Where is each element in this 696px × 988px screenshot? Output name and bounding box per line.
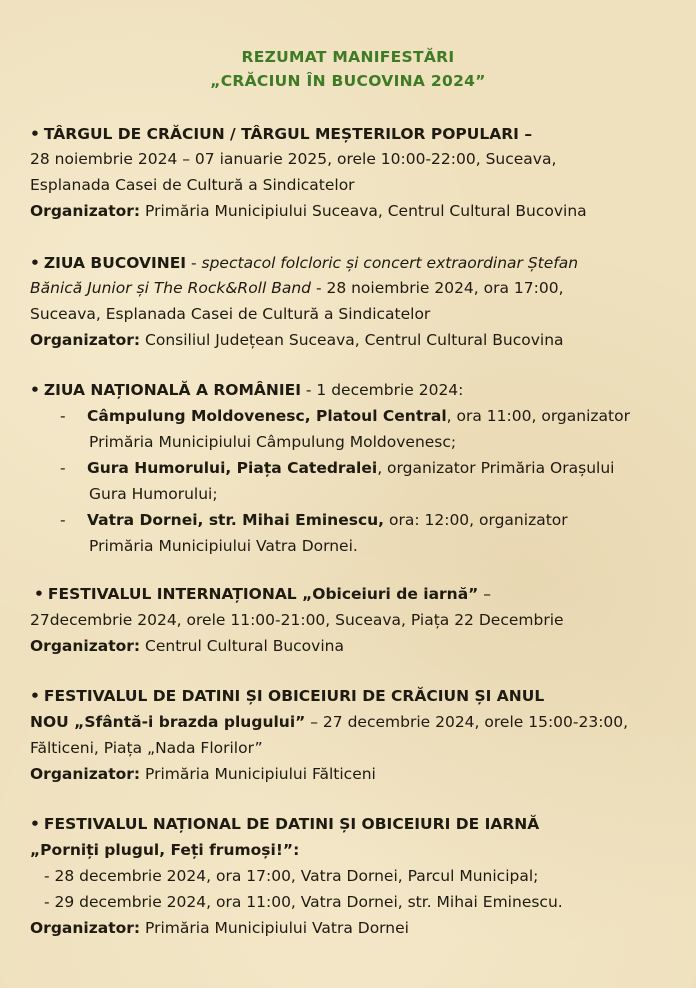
event-title-festival-craciun: • FESTIVALUL DE DATINI ȘI OBICEIURI DE CRĂCIUN ȘI ANUL bbox=[30, 687, 545, 705]
list-item: - 29 decembrie 2024, ora 11:00, Vatra Dornei, str. Mihai Eminescu. bbox=[44, 893, 563, 911]
list-item: - Gura Humorului, Piața Catedralei, organizator Primăria Orașului bbox=[60, 459, 615, 477]
event-organizer: Organizator: Primăria Municipiului Fălticeni bbox=[30, 765, 376, 783]
page-subtitle: „CRĂCIUN ÎN BUCOVINA 2024” bbox=[210, 72, 486, 90]
list-item: - Vatra Dornei, str. Mihai Eminescu, ora: 12:00, organizator bbox=[60, 511, 568, 529]
bullet-icon: • bbox=[34, 585, 44, 603]
event-organizer: Organizator: Primăria Municipiului Vatra Dornei bbox=[30, 919, 409, 937]
list-item: - Câmpulung Moldovenesc, Platoul Central, ora 11:00, organizator bbox=[60, 407, 630, 425]
event-details: Bănică Junior și The Rock&Roll Band - 28 noiembrie 2024, ora 17:00, bbox=[30, 279, 564, 297]
page-title: REZUMAT MANIFESTĂRI bbox=[241, 48, 455, 66]
list-item-continued: Gura Humorului; bbox=[89, 485, 218, 503]
event-details: 28 noiembrie 2024 – 07 ianuarie 2025, orele 10:00-22:00, Suceava, bbox=[30, 150, 557, 168]
list-item-continued: Primăria Municipiului Vatra Dornei. bbox=[89, 537, 358, 555]
event-title-ziua-nationala: • ZIUA NAȚIONALĂ A ROMÂNIEI - 1 decembrie 2024: bbox=[30, 381, 464, 399]
event-subtitle: „Porniți plugul, Feți frumoși!”: bbox=[30, 841, 300, 859]
event-details: Fălticeni, Piața „Nada Florilor” bbox=[30, 739, 263, 757]
list-item: - 28 decembrie 2024, ora 17:00, Vatra Dornei, Parcul Municipal; bbox=[44, 867, 539, 885]
bullet-icon: • bbox=[30, 815, 40, 833]
event-organizer: Organizator: Primăria Municipiului Suceava, Centrul Cultural Bucovina bbox=[30, 202, 587, 220]
event-details: Esplanada Casei de Cultură a Sindicatelor bbox=[30, 176, 355, 194]
event-details: Suceava, Esplanada Casei de Cultură a Sindicatelor bbox=[30, 305, 431, 323]
event-details: 27decembrie 2024, orele 11:00-21:00, Suceava, Piața 22 Decembrie bbox=[30, 611, 564, 629]
event-organizer: Organizator: Centrul Cultural Bucovina bbox=[30, 637, 344, 655]
event-title-festival-international: • FESTIVALUL INTERNAȚIONAL „Obiceiuri de iarnă” – bbox=[34, 585, 492, 603]
bullet-icon: • bbox=[30, 125, 40, 143]
event-details: NOU „Sfântă-i brazda plugului” – 27 decembrie 2024, orele 15:00-23:00, bbox=[30, 713, 629, 731]
list-item-continued: Primăria Municipiului Câmpulung Moldovenesc; bbox=[89, 433, 457, 451]
event-organizer: Organizator: Consiliul Județean Suceava, Centrul Cultural Bucovina bbox=[30, 331, 564, 349]
event-title-ziua-bucovinei: • ZIUA BUCOVINEI - spectacol folcloric și concert extraordinar Ștefan bbox=[30, 254, 579, 272]
bullet-icon: • bbox=[30, 381, 40, 399]
event-title-festival-national: • FESTIVALUL NAȚIONAL DE DATINI ȘI OBICEIURI DE IARNĂ bbox=[30, 815, 540, 833]
bullet-icon: • bbox=[30, 687, 40, 705]
event-title-targul: • TÂRGUL DE CRĂCIUN / TÂRGUL MEȘTERILOR POPULARI – bbox=[30, 125, 533, 143]
bullet-icon: • bbox=[30, 254, 40, 272]
